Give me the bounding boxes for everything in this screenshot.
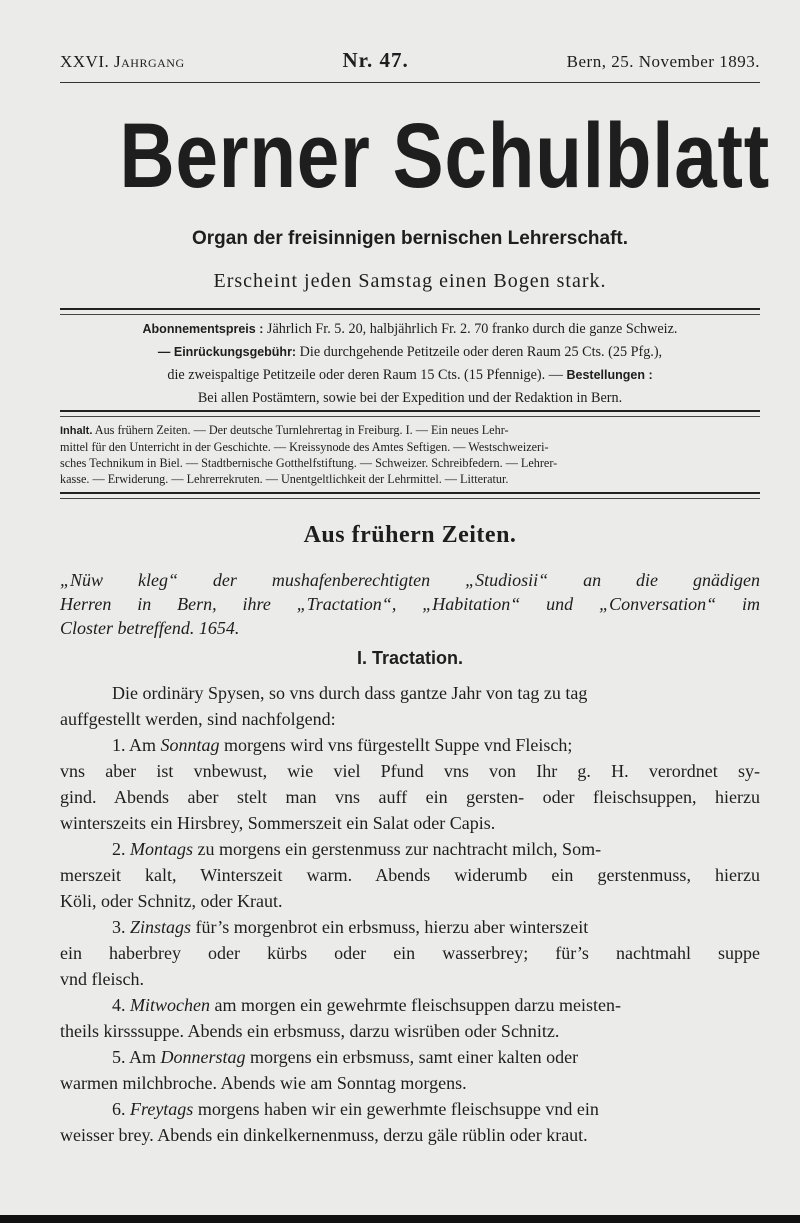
body-line: Köli, oder Schnitz, oder Kraut.: [60, 891, 283, 911]
place-date: Bern, 25. November 1893.: [566, 52, 760, 71]
intro-line-2: Herren in Bern, ihre „Tractation“, „Habitation“ und „Conversation“ im: [60, 594, 760, 614]
body-line: vnd fleisch.: [60, 969, 144, 989]
body-line: 3. Zinstags für’s morgenbrot ein erbsmuss, hierzu aber winterszeit: [112, 917, 589, 937]
body-line: warmen milchbroche. Abends wie am Sonntag morgens.: [60, 1073, 467, 1093]
contents-line-3: sches Technikum in Biel. — Stadtbernische Gotthelfstiftung. — Schweizer. Schreibfedern. — Lehrer-: [60, 456, 558, 470]
body-line: merszeit kalt, Winterszeit warm. Abends widerumb ein gerstenmuss, hierzu: [60, 865, 760, 885]
intro-line-1: „Nüw kleg“ der mushafenberechtigten „Studiosii“ an die gnädigen: [60, 570, 760, 590]
article-intro: [60, 568, 760, 640]
body-line: gind. Abends aber stelt man vns auff ein gersten- oder fleischsuppen, hierzu: [60, 787, 760, 807]
contents-line-1: Inhalt. Aus frühern Zeiten. — Der deutsche Turnlehrertag in Freiburg. I. — Ein neues Lehr-: [60, 423, 509, 437]
body-line: Die ordinäry Spysen, so vns durch dass gantze Jahr von tag zu tag: [112, 683, 588, 703]
intro-line-3: Closter betreffend. 1654.: [60, 618, 240, 638]
body-line: 1. Am Sonntag morgens wird vns fürgestellt Suppe vnd Fleisch;: [112, 735, 573, 755]
contents-line-4: kasse. — Erwiderung. — Lehrerrekruten. — Unentgeltlichkeit der Lehrmittel. — Litteratur.: [60, 472, 509, 486]
subscription-line-3: die zweispaltige Petitzeile oder deren Raum 15 Cts. (15 Pfennige). — Bestellungen :: [167, 367, 653, 383]
subscription-line-1: Abonnementspreis : Jährlich Fr. 5. 20, halbjährlich Fr. 2. 70 franko durch die ganze Schweiz.: [142, 321, 678, 337]
body-line: weisser brey. Abends ein dinkelkernenmuss, derzu gäle rüblin oder kraut.: [60, 1125, 588, 1145]
body-line: theils kirsssuppe. Abends ein erbsmuss, darzu wisrüben oder Schnitz.: [60, 1021, 560, 1041]
insertion-fee-label: — Einrückungsgebühr:: [157, 345, 297, 359]
newspaper-title: Berner Schulblatt: [119, 105, 771, 207]
article-body: [60, 680, 760, 1148]
header-double-rule: [60, 308, 760, 315]
subscription-info: [60, 318, 760, 410]
body-line: vns aber ist vnbewust, wie viel Pfund vns von Ihr g. H. verordnet sy-: [60, 761, 760, 781]
contents-label: Inhalt.: [60, 425, 93, 437]
contents-double-rule: [60, 492, 760, 499]
masthead-rule: [60, 82, 760, 83]
body-line: ein haberbrey oder kürbs oder ein wasserbrey; für’s nachtmahl suppe: [60, 943, 760, 963]
body-line: 4. Mitwochen am morgen ein gewehrmte fleischsuppen darzu meisten-: [112, 995, 622, 1015]
article-title: Aus frühern Zeiten.: [303, 522, 517, 548]
publication-frequency: Erscheint jeden Samstag einen Bogen stark.: [213, 270, 607, 292]
subscription-price-label: Abonnementspreis :: [142, 322, 264, 336]
body-line: winterszeits ein Hirsbrey, Sommerszeit ein Salat oder Capis.: [60, 813, 496, 833]
bottom-border: [0, 1215, 800, 1223]
subscription-line-4: Bei allen Postämtern, sowie bei der Expedition und der Redaktion in Bern.: [197, 390, 623, 406]
issue-number: Nr. 47.: [342, 48, 409, 72]
body-line: auffgestellt werden, sind nachfolgend:: [60, 709, 336, 729]
subscription-double-rule: [60, 410, 760, 417]
body-line: 2. Montags zu morgens ein gerstenmuss zur nachtracht milch, Som-: [112, 839, 602, 859]
body-line: 5. Am Donnerstag morgens ein erbsmuss, samt einer kalten oder: [112, 1047, 579, 1067]
contents-line-2: mittel für den Unterricht in der Geschichte. — Kreissynode des Amtes Seftigen. — Westschweizeri-: [60, 440, 549, 454]
subtitle: Organ der freisinnigen bernischen Lehrerschaft.: [191, 228, 629, 249]
subscription-line-2: — Einrückungsgebühr: Die durchgehende Petitzeile oder deren Raum 25 Cts. (25 Pfg.),: [157, 344, 663, 360]
table-of-contents: [60, 422, 760, 487]
volume-year: XXVI. Jahrgang: [60, 52, 185, 71]
body-line: 6. Freytags morgens haben wir ein gewerhmte fleischsuppe vnd ein: [112, 1099, 599, 1119]
masthead: [60, 48, 760, 76]
section-heading: I. Tractation.: [356, 648, 464, 668]
orders-label: Bestellungen :: [566, 368, 653, 382]
